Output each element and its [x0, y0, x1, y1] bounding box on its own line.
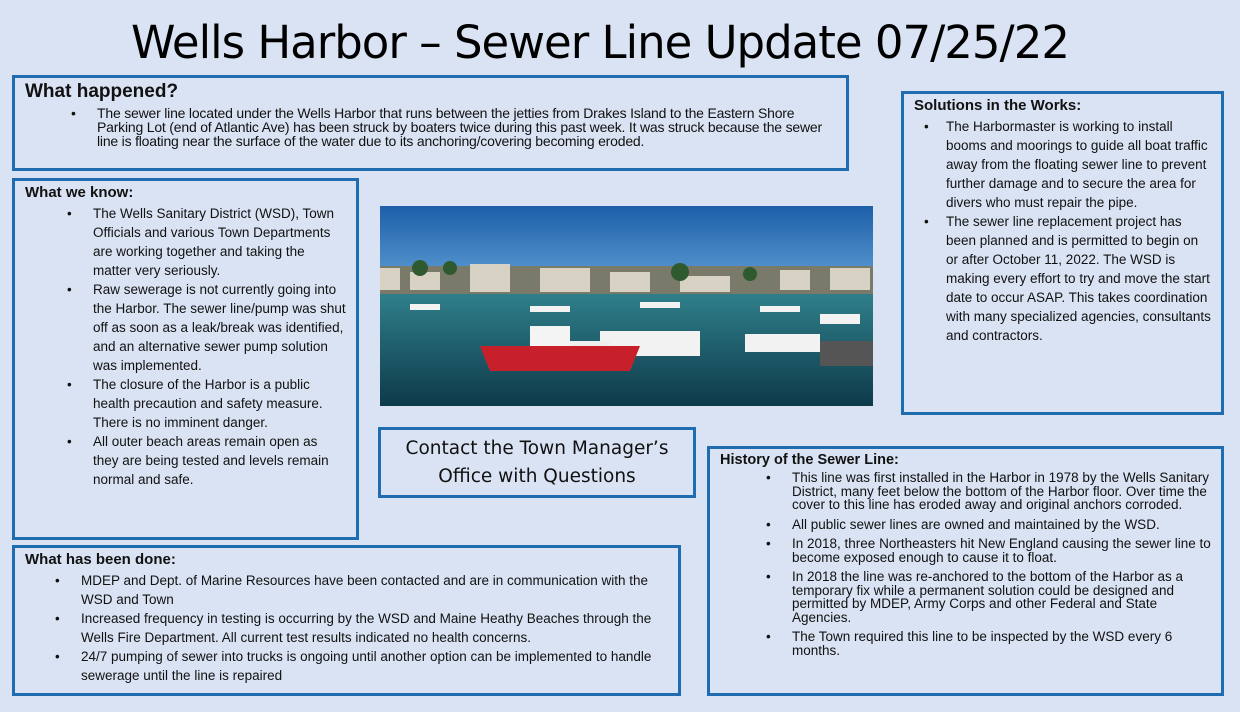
list-item: • In 2018 the line was re-anchored to the bottom of the Harbor as a temporary fix while a permanent solution could be designed and permitted by MDEP, Army Corps and other Federal and State Agencies.: [792, 570, 1211, 624]
what-has-been-done-box: [12, 545, 681, 696]
list-item: • The Town required this line to be inspected by the WSD every 6 months.: [792, 630, 1211, 657]
list-item: • All public sewer lines are owned and maintained by the WSD.: [792, 518, 1211, 532]
contact-town-manager-box: Contact the Town Manager’s Office with Questions: [378, 427, 696, 498]
list-item: • The sewer line located under the Wells Harbor that runs between the jetties from Drakes Island to the Eastern Shore Parking Lot (end of Atlantic Ave) has been struck by boaters twice during this past week. It was struck because the sewer line is floating near the surface of the water due to its anchoring/covering becoming eroded.: [97, 106, 836, 148]
history-box: [707, 446, 1224, 696]
list-item: • This line was first installed in the Harbor in 1978 by the Wells Sanitary District, many feet below the bottom of the Harbor floor. Over time the cover to this line has eroded away and original anchors corroded.: [792, 471, 1211, 512]
list-item: • The Harbormaster is working to install booms and moorings to guide all boat traffic away from the floating sewer line to prevent further damage and to secure the area for divers who must repair the pipe.: [946, 117, 1211, 212]
history-heading: History of the Sewer Line:: [720, 452, 899, 468]
harbor-photo: [380, 206, 873, 406]
list-item: • Raw sewerage is not currently going into the Harbor. The sewer line/pump was shut off as soon as a leak/break was identified, and an alternative sewer pump solution was implemented.: [93, 280, 346, 375]
what-has-been-done-heading: What has been done:: [25, 551, 176, 568]
list-item: • The sewer line replacement project has been planned and is permitted to begin on or after October 11, 2022. The WSD is making every effort to try and move the start date to occur ASAP. This takes coordination with many specialized agencies, consultants and contractors.: [946, 212, 1211, 345]
list-item: • All outer beach areas remain open as they are being tested and levels remain normal and safe.: [93, 432, 346, 489]
what-happened-box: [12, 75, 849, 171]
list-item: • In 2018, three Northeasters hit New England causing the sewer line to become exposed enough to cause it to float.: [792, 537, 1211, 564]
list-item: • The Wells Sanitary District (WSD), Town Officials and various Town Departments are working together and taking the matter very seriously.: [93, 204, 346, 280]
what-we-know-box: [12, 178, 359, 540]
what-we-know-heading: What we know:: [25, 184, 134, 201]
page-title: Wells Harbor – Sewer Line Update 07/25/22: [131, 16, 1069, 69]
list-item: • 24/7 pumping of sewer into trucks is ongoing until another option can be implemented to handle sewerage until the line is repaired: [81, 647, 668, 685]
solutions-heading: Solutions in the Works:: [914, 97, 1082, 114]
list-item: • Increased frequency in testing is occurring by the WSD and Maine Heathy Beaches through the Wells Fire Department. All current test results indicated no health concerns.: [81, 609, 668, 647]
what-happened-heading: What happened?: [25, 81, 179, 102]
list-item: • MDEP and Dept. of Marine Resources have been contacted and are in communication with the WSD and Town: [81, 571, 668, 609]
list-item: • The closure of the Harbor is a public health precaution and safety measure. There is no imminent danger.: [93, 375, 346, 432]
solutions-box: [901, 91, 1224, 415]
